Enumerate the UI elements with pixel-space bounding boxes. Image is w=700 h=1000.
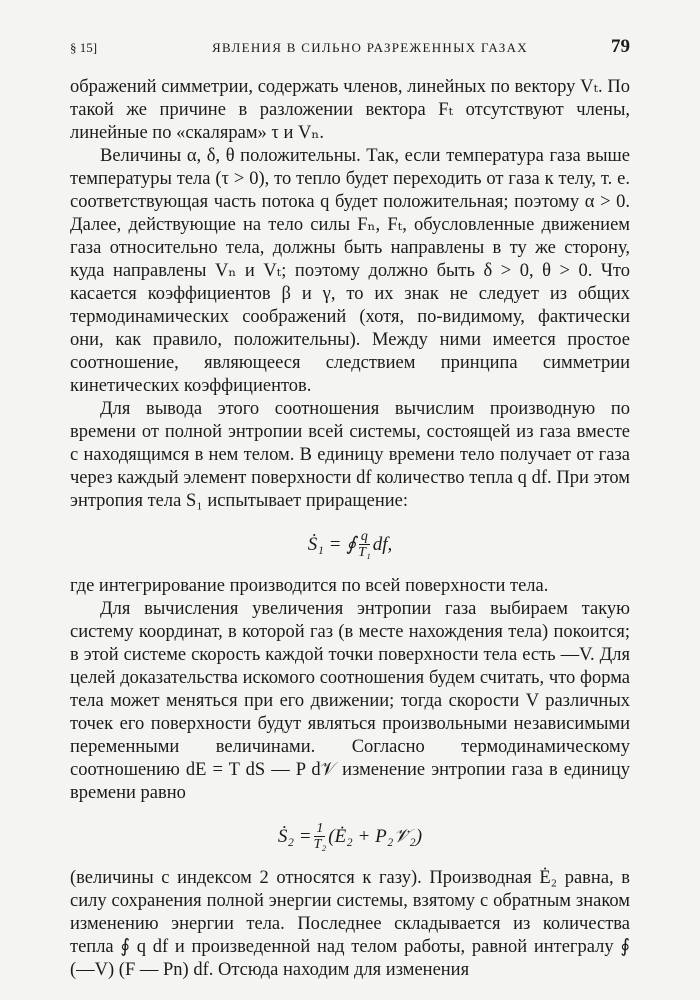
paragraph-4: где интегрирование производится по всей поверхности тела. [70, 576, 549, 596]
section-label: § 15] [70, 40, 98, 55]
formula-2-numerator: 1 [316, 820, 324, 836]
formula-2-denominator: T₂ [313, 836, 327, 852]
formula-2-lhs: Ṡ₂ = [277, 825, 312, 847]
paragraph-6: (величины с индексом 2 относятся к газу). Производная Ė₂ равна, в силу сохранения полной энергии системы, взятому с обратным знаком изменению энергии тела. Последнее складывается из количества тепла ∮ q df и произведенной над телом работы, равной интегралу ∮ (—V) (F — Pn) df. Отсюда находим для изменения [70, 868, 630, 980]
paragraph-3: Для вывода этого соотношения вычислим производную по времени от полной энтропии всей системы, состоящей из газа вместе с находящимся в нем телом. В единицу времени тело получает от газа через каждый элемент поверхности df количество тепла q df. При этом энтропия тела S₁ испытывает приращение: [70, 399, 630, 511]
paragraph-1: ображений симметрии, содержать членов, линейных по вектору Vₜ. По такой же причине в разложении вектора Fₜ отсутствуют члены, линейные по «скалярам» τ и Vₙ. [70, 77, 630, 143]
page-number: 79 [611, 36, 630, 57]
formula-1-denominator: T₁ [358, 544, 371, 560]
paragraph-5: Для вычисления увеличения энтропии газа выбираем такую систему координат, в которой газ (в месте нахождения тела) покоится; в этой системе скорость каждой точки поверхности тела есть —V. Для целей доказательства искомого соотношения будем считать, что форма тела может меняться при его движении; тогда скорости V различных точек его поверхности будут являться произвольными независимыми переменными величинами. Согласно термодинамическому соотношению dE = T dS — P d𝒱 изменение энтропии газа в единицу времени равно [70, 599, 630, 803]
running-title: ЯВЛЕНИЯ В СИЛЬНО РАЗРЕЖЕННЫХ ГАЗАХ [212, 40, 528, 55]
formula-entropy-body [70, 513, 630, 575]
formula-1-numerator: q [360, 528, 368, 544]
formula-2-rhs: (Ė₂ + P₂𝒱̇₂) [328, 825, 423, 847]
formula-2-fraction [314, 821, 327, 852]
page-header [70, 36, 630, 60]
page-body [70, 76, 630, 982]
formula-entropy-gas [70, 805, 630, 867]
paragraph-2: Величины α, δ, θ положительны. Так, если температура газа выше температуры тела (τ > 0), то тепло будет переходить от газа к телу, т. е. соответствующая часть потока q будет положительная; поэтому α > 0. Далее, действующие на тело силы Fₙ, Fₜ, обусловленные движением газа относительно тела, должны быть направлены в ту же сторону, куда направлены Vₙ и Vₜ; поэтому должно быть δ > 0, θ > 0. Что касается коэффициентов β и γ, то их знак не следует из общих термодинамических соображений (хотя, по-видимому, фактически они, как правило, положительны). Между ними имеется простое соотношение, являющееся следствием принципа симметрии кинетических коэффициентов. [70, 146, 630, 396]
formula-1-fraction [358, 529, 371, 560]
formula-1-lhs: Ṡ₁ = ∮ [307, 533, 357, 555]
formula-1-rhs: df, [372, 533, 393, 555]
